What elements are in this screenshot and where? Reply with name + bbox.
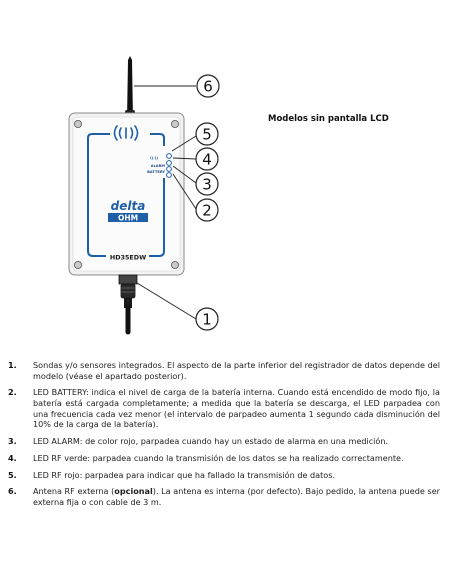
svg-text:delta: delta [110,199,146,213]
model-label: HD35EDW [109,253,147,262]
callout-6 [197,75,219,97]
led-battery [167,173,172,178]
connector-gland [119,275,137,284]
callout-4 [196,148,218,170]
callout-5 [196,123,218,145]
legend-item: 1. Sondas y/o sensores integrados. El aspecto de la parte inferior del registrador de datos depende del modelo (véase el apartado posterior). [8,360,440,381]
led-alarm [167,167,172,172]
svg-text:2: 2 [202,201,212,220]
legend-list [8,360,440,514]
callout-1 [196,308,218,330]
callout-2 [196,199,218,221]
legend-item: 5. LED RF rojo: parpadea para indicar que ha fallado la transmisión de datos. [8,469,336,480]
led-battery-label: BATTERY [147,170,165,174]
led-rf-green [167,161,172,166]
svg-text:OHM: OHM [117,213,139,223]
svg-text:((·)): ((·)) [150,156,158,160]
svg-text:5: 5 [202,125,212,144]
legend-item: 4. LED RF verde: parpadea cuando la transmisión de los datos se ha realizado correctamente. [8,452,404,463]
delta-ohm-logo [108,199,148,223]
legend-item: 2. LED BATTERY: indica el nivel de carga de la batería interna. Cuando está encendido de modo fijo, la batería está cargada completamente; a medida que la batería se descarga, el LED parpadea con una frecuencia cada vez menor (el intervalo de parpadeo aumenta 1 segundo cada disminución del 10% de la carga de la batería). [8,387,440,430]
svg-text:1: 1 [202,310,212,329]
svg-text:3: 3 [202,175,212,194]
legend-item: 6. Antena RF externa (opcional). La antena es interna (por defecto). Bajo pedido, la antena puede ser externa fija o con cable de 3 m. [8,486,441,507]
models-heading: Modelos sin pantalla LCD [268,114,389,124]
svg-text:6: 6 [203,77,213,96]
svg-text:4: 4 [202,150,212,169]
callout-3 [196,173,218,195]
led-alarm-label: ALARM [150,164,165,168]
legend-item: 3. LED ALARM: de color rojo, parpadea cuando hay un estado de alarma en una medición. [8,435,389,446]
led-rf-red [167,154,172,159]
